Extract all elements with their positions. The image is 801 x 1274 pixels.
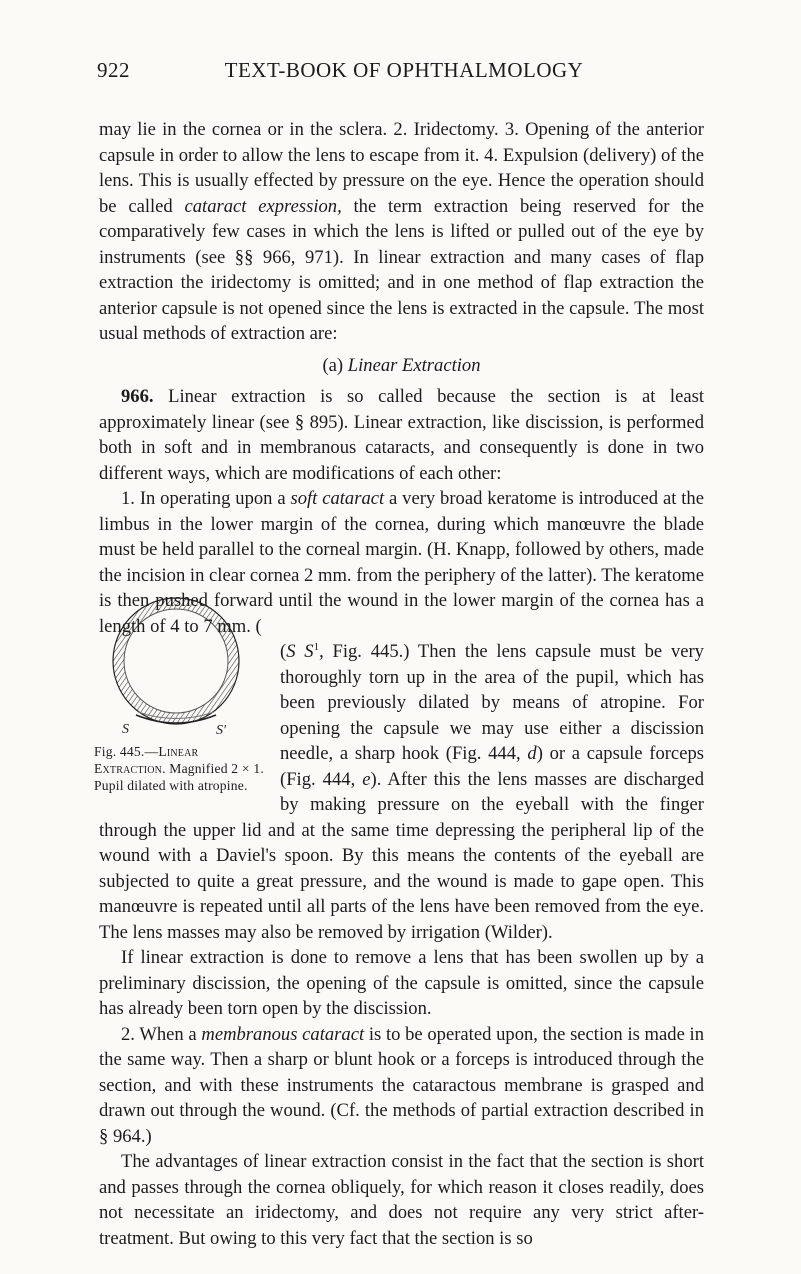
paragraph-swollen-lens: If linear extraction is done to remove a lens that has been swollen up by a preliminary discission, the opening of the capsule is omitted, since the capsule has already been torn open by the discission. bbox=[99, 947, 704, 1019]
item-1: 1. In operating upon a soft cataract a very broad keratome is introduced at the limbus in the lower margin of the cornea, during which manœuvre the blade must be held parallel to the corneal margin. (H. Knapp, followed by others, made the incision in clear cornea 2 mm. from the periphery of the latter). The keratome is then pushed forward until the wound in the lower margin of the cornea has a length of 4 to 7 mm. ( bbox=[99, 488, 704, 637]
section-heading: (a) Linear Extraction bbox=[322, 354, 481, 376]
paragraph: may lie in the cornea or in the sclera. 2. Iridectomy. 3. Opening of the anterior capsule in order to allow the lens to escape from it. 4. Expulsion (delivery) of the lens. This is usually effected by pressure on the eye. Hence the operation should be called cataract expression, the term extraction being reserved for the comparatively few cases in which the lens is lifted or pulled out of the eye by instruments (see §§ 966, 971). In linear extraction and many cases of flap extraction the iridectomy is omitted; and in one method of flap extraction the anterior capsule is not opened since the lens is extracted in the capsule. The most usual methods of extraction are: bbox=[99, 119, 704, 344]
label-s1: S′ bbox=[216, 723, 227, 738]
item-2: 2. When a membranous cataract is to be operated upon, the section is made in the same way. Then a sharp or blunt hook or a forceps is introduced through the section, and with these instruments the cataractous membrane is grasped and drawn out through the wound. (Cf. the methods of partial extraction described in § 964.) bbox=[99, 1023, 704, 1147]
section-number: 966. bbox=[121, 386, 154, 407]
item-1-continued: (S $S^1$, Fig. 445.) Then the lens capsule must be very thoroughly torn up in the area of the pupil, which has been previously dilated by means of atropine. For opening the capsule we may use either a discission needle, a sharp hook (Fig. 444, d) or a capsule forceps (Fig. 444, e). After this the lens masses are discharged by making pressure on the eyeball with the finger through the upper lid and at the same time depressing the peripheral lip of the wound with a Daviel's spoon. By this means the contents of the eyeball are subjected to quite a great pressure, and the wound is made to gape open. This manœuvre is repeated until all parts of the lens have been removed from the eye. The lens masses may also be removed by irrigation (Wilder). bbox=[99, 640, 704, 943]
section-966: 966. Linear extraction is so called because the section is at least approximately linear (see § 895). Linear extraction, like discission, is performed both in soft and in membranous cataracts, and consequently is done in two different ways, which are modifications of each other: bbox=[99, 386, 704, 484]
figure-caption: Fig. 445.—Linear Extraction. Magnified 2 × 1. Pupil dilated with atropine. bbox=[94, 744, 264, 793]
paragraph-advantages: The advantages of linear extraction consist in the fact that the section is short and passes through the cornea obliquely, for which reason it closes readily, does not necessitate an iridectomy, and does not require any very strict after-treatment. But owing to this very fact that the section is so bbox=[99, 1151, 704, 1249]
label-s: S bbox=[122, 722, 129, 737]
body-text bbox=[94, 117, 704, 1251]
running-head: TEXT-BOOK OF OPHTHALMOLOGY bbox=[224, 58, 584, 82]
page-number: 922 bbox=[97, 58, 130, 82]
